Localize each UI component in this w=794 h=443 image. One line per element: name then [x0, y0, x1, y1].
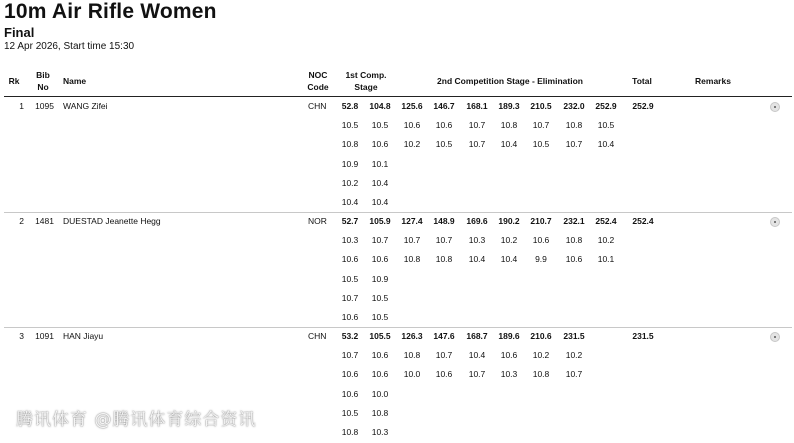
- shot-score: 10.6: [371, 254, 389, 265]
- col-header-rk: Rk: [8, 76, 20, 86]
- shot-score: 10.7: [468, 369, 486, 380]
- shot-score: 10.0: [371, 388, 389, 399]
- athlete-name: WANG Zifei: [63, 101, 108, 111]
- col-header-bib: Bib No: [36, 70, 50, 92]
- shot-score: 10.9: [341, 158, 359, 169]
- shot-score: 10.2: [565, 350, 583, 361]
- cumulative-score: 105.5: [369, 331, 391, 341]
- shot-score: 10.7: [468, 139, 486, 150]
- bib-number: 1091: [35, 331, 54, 341]
- bib-number: 1481: [35, 216, 54, 226]
- shot-score: 10.6: [341, 312, 359, 322]
- cumulative-score: 231.5: [563, 331, 585, 341]
- shot-score: 10.7: [403, 235, 421, 246]
- shot-score: 10.4: [597, 139, 615, 150]
- shot-score: 10.6: [371, 369, 389, 380]
- shot-score: 10.6: [500, 350, 518, 361]
- shot-score: 10.6: [435, 120, 453, 131]
- shot-score: 10.7: [565, 369, 583, 380]
- shot-score: 10.7: [341, 292, 359, 303]
- shot-score: 10.3: [500, 369, 518, 380]
- cumulative-score: 105.9: [369, 216, 391, 226]
- shot-score: 10.7: [371, 235, 389, 246]
- expand-circle-icon[interactable]: [770, 102, 780, 112]
- cumulative-score: 125.6: [401, 101, 423, 111]
- shot-score: 10.2: [341, 177, 359, 188]
- shot-score: 10.6: [532, 235, 550, 246]
- rank-value: 3: [19, 331, 24, 341]
- cumulative-score: 148.9: [433, 216, 455, 226]
- total-score: 252.4: [632, 216, 654, 226]
- col-header-name: Name: [63, 76, 87, 86]
- expand-circle-icon[interactable]: [770, 332, 780, 342]
- shot-score: 10.5: [371, 292, 389, 303]
- shot-score: 10.8: [341, 139, 359, 150]
- shot-score: 10.6: [403, 120, 421, 131]
- shot-score: 10.2: [532, 350, 550, 361]
- shot-score: 10.4: [500, 254, 518, 265]
- shot-score: 9.9: [535, 254, 547, 265]
- cumulative-score: 52.8: [341, 101, 359, 111]
- shot-score: 10.6: [435, 369, 453, 380]
- shot-score: 10.7: [341, 350, 359, 361]
- cumulative-score: 126.3: [401, 331, 423, 341]
- cumulative-score: 147.6: [433, 331, 455, 341]
- shot-score: 10.8: [403, 254, 421, 265]
- shot-score: 10.5: [341, 407, 359, 418]
- shot-score: 10.8: [532, 369, 550, 380]
- shot-score: 10.3: [468, 235, 486, 246]
- cumulative-score: 169.6: [466, 216, 488, 226]
- shot-score: 10.3: [341, 235, 359, 246]
- watermark: 腾讯体育 @腾讯体育综合资讯: [16, 410, 257, 430]
- cumulative-score: 190.2: [498, 216, 520, 226]
- shot-score: 10.4: [468, 350, 486, 361]
- shot-score: 10.5: [532, 139, 550, 150]
- shot-score: 10.6: [565, 254, 583, 265]
- cumulative-score: 52.7: [341, 216, 359, 226]
- cumulative-score: 252.9: [595, 101, 617, 111]
- cumulative-score: 232.1: [563, 216, 585, 226]
- noc-code: NOR: [308, 216, 327, 226]
- rank-value: 1: [19, 101, 24, 111]
- shot-score: 10.0: [403, 369, 421, 380]
- page-title: 10m Air Rifle Women: [4, 0, 217, 23]
- cumulative-score: 210.7: [530, 216, 552, 226]
- shot-score: 10.2: [403, 139, 421, 150]
- noc-code: CHN: [308, 101, 327, 111]
- shot-score: 10.8: [435, 254, 453, 265]
- athlete-name: HAN Jiayu: [63, 331, 104, 341]
- shot-score: 10.6: [371, 139, 389, 150]
- shot-score: 10.1: [371, 158, 389, 169]
- shot-score: 10.7: [435, 350, 453, 361]
- shot-score: 10.5: [341, 120, 359, 131]
- col-header-noc: NOC Code: [307, 70, 329, 92]
- cumulative-score: 168.1: [466, 101, 488, 111]
- shot-score: 10.6: [341, 388, 359, 399]
- cumulative-score: 53.2: [341, 331, 359, 341]
- shot-score: 10.4: [371, 197, 389, 207]
- athlete-name: DUESTAD Jeanette Hegg: [63, 216, 161, 226]
- rank-value: 2: [19, 216, 24, 226]
- row-separator: [4, 212, 792, 213]
- col-header-remarks: Remarks: [695, 76, 731, 86]
- cumulative-score: 127.4: [401, 216, 423, 226]
- shot-score: 10.4: [468, 254, 486, 265]
- shot-score: 10.4: [371, 177, 389, 188]
- col-header-total: Total: [632, 76, 652, 86]
- noc-code: CHN: [308, 331, 327, 341]
- shot-score: 10.7: [532, 120, 550, 131]
- expand-circle-icon[interactable]: [770, 217, 780, 227]
- shot-score: 10.3: [371, 427, 389, 437]
- shot-score: 10.6: [341, 254, 359, 265]
- header-rule: [4, 96, 792, 97]
- shot-score: 10.5: [597, 120, 615, 131]
- shot-score: 10.4: [500, 139, 518, 150]
- shot-score: 10.6: [341, 369, 359, 380]
- bib-number: 1095: [35, 101, 54, 111]
- shot-score: 10.8: [403, 350, 421, 361]
- cumulative-score: 210.5: [530, 101, 552, 111]
- shot-score: 10.6: [371, 350, 389, 361]
- shot-score: 10.5: [341, 273, 359, 284]
- shot-score: 10.5: [435, 139, 453, 150]
- total-score: 231.5: [632, 331, 654, 341]
- shot-score: 10.8: [500, 120, 518, 131]
- shot-score: 10.5: [371, 120, 389, 131]
- cumulative-score: 232.0: [563, 101, 585, 111]
- shot-score: 10.8: [341, 427, 359, 437]
- row-separator: [4, 327, 792, 328]
- total-score: 252.9: [632, 101, 654, 111]
- shot-score: 10.8: [565, 235, 583, 246]
- cumulative-score: 189.6: [498, 331, 520, 341]
- cumulative-score: 189.3: [498, 101, 520, 111]
- shot-score: 10.7: [565, 139, 583, 150]
- shot-score: 10.5: [371, 312, 389, 322]
- shot-score: 10.8: [565, 120, 583, 131]
- cumulative-score: 104.8: [369, 101, 391, 111]
- shot-score: 10.2: [500, 235, 518, 246]
- cumulative-score: 252.4: [595, 216, 617, 226]
- shot-score: 10.7: [468, 120, 486, 131]
- page-subtitle: Final: [4, 25, 35, 40]
- shot-score: 10.1: [597, 254, 615, 265]
- col-header-stage2: 2nd Competition Stage - Elimination: [437, 76, 583, 86]
- event-datetime: 12 Apr 2026, Start time 15:30: [4, 41, 135, 52]
- shot-score: 10.9: [371, 273, 389, 284]
- shot-score: 10.4: [341, 197, 359, 207]
- cumulative-score: 146.7: [433, 101, 455, 111]
- shot-score: 10.2: [597, 235, 615, 246]
- col-header-stage1: 1st Comp. Stage: [345, 70, 387, 92]
- shot-score: 10.7: [435, 235, 453, 246]
- cumulative-score: 210.6: [530, 331, 552, 341]
- shot-score: 10.8: [371, 407, 389, 418]
- cumulative-score: 168.7: [466, 331, 488, 341]
